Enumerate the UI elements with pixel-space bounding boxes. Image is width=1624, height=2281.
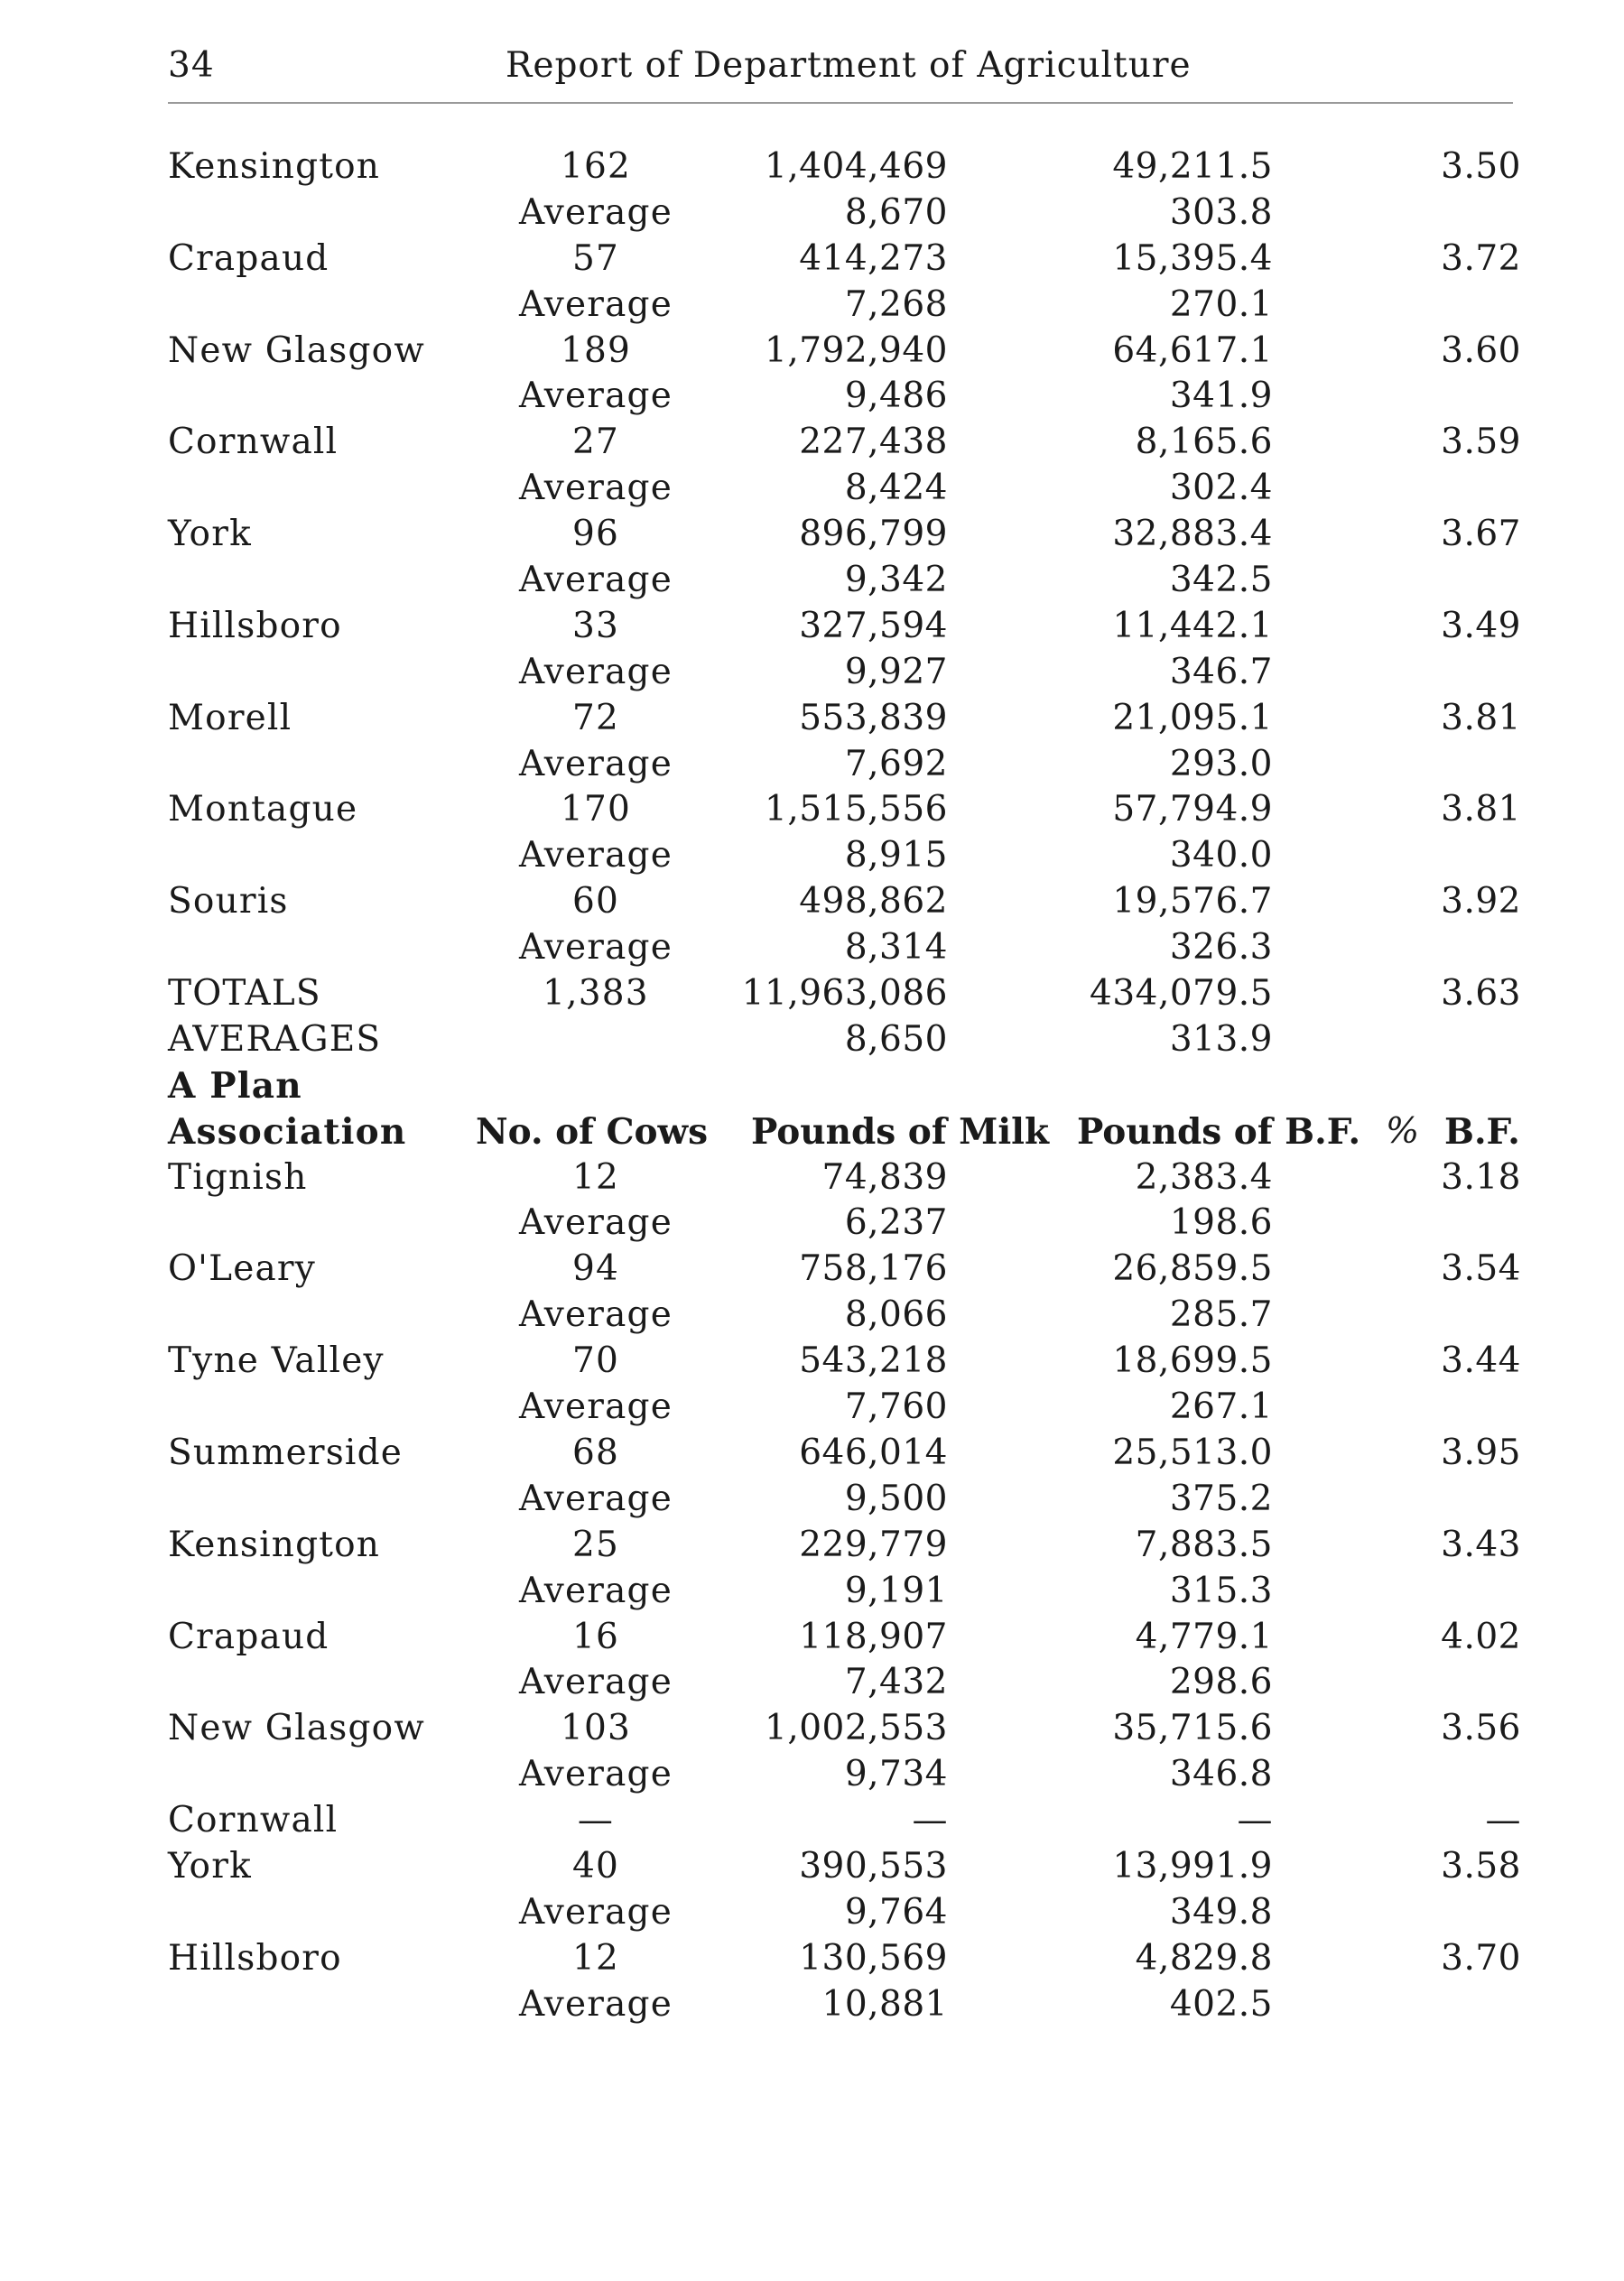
milk-value: 7,432	[844, 1662, 948, 1703]
milk-value: 758,176	[799, 1248, 948, 1290]
milk-value: 8,424	[844, 468, 948, 509]
column-header-cows: No. of Cows	[476, 1110, 709, 1153]
butterfat-value: 8,165.6	[1135, 422, 1273, 463]
milk-value: 390,553	[799, 1845, 948, 1887]
cows-value: Average	[518, 1891, 673, 1933]
cows-value: 68	[571, 1432, 620, 1473]
column-header-bf: Pounds of B.F.	[1077, 1110, 1361, 1153]
cows-value: 57	[571, 237, 620, 279]
percent-bf-value: 3.67	[1441, 514, 1521, 555]
butterfat-value: 346.7	[1169, 651, 1273, 692]
average-row	[0, 1293, 1624, 1339]
butterfat-value: 2,383.4	[1135, 1156, 1273, 1198]
milk-value: 8,650	[844, 1018, 948, 1060]
cows-value: 103	[560, 1708, 632, 1749]
butterfat-value: 35,715.6	[1112, 1708, 1273, 1749]
cows-value: Average	[518, 283, 673, 325]
average-row	[0, 1890, 1624, 1936]
cows-value: Average	[518, 1754, 673, 1795]
butterfat-value: 26,859.5	[1112, 1248, 1273, 1290]
association-row	[0, 787, 1624, 833]
association-name: New Glasgow	[168, 1708, 425, 1749]
milk-value: 8,314	[844, 927, 948, 969]
association-name: Cornwall	[168, 1800, 339, 1841]
association-name: Hillsboro	[168, 1937, 342, 1979]
butterfat-value: 326.3	[1169, 927, 1273, 969]
milk-value: 9,191	[844, 1570, 948, 1611]
association-row	[0, 879, 1624, 925]
cows-value: Average	[518, 468, 673, 509]
cows-value: Average	[518, 1478, 673, 1519]
milk-records-table	[0, 144, 1624, 2028]
butterfat-value: 342.5	[1169, 560, 1273, 601]
butterfat-value: 4,779.1	[1135, 1616, 1273, 1657]
butterfat-value: 315.3	[1169, 1570, 1273, 1611]
average-row	[0, 1982, 1624, 2028]
association-name: Morell	[168, 697, 292, 738]
percent-bf-value: 3.63	[1441, 973, 1521, 1015]
butterfat-value: 402.5	[1169, 1983, 1273, 2025]
cows-value: Average	[518, 1983, 673, 2025]
column-header-association: Association	[168, 1110, 407, 1153]
cows-value: Average	[518, 376, 673, 417]
average-row	[0, 558, 1624, 604]
association-row	[0, 1523, 1624, 1569]
percent-bf-value: 3.72	[1441, 237, 1521, 279]
milk-value: 229,779	[799, 1524, 948, 1565]
butterfat-value: 298.6	[1169, 1662, 1273, 1703]
percent-bf-value: 4.02	[1441, 1616, 1521, 1657]
section-a-rows	[0, 1155, 1624, 2028]
milk-value: 553,839	[799, 697, 948, 738]
cows-value: 70	[571, 1340, 620, 1382]
association-name: Kensington	[168, 146, 381, 187]
butterfat-value: —	[1237, 1800, 1273, 1841]
section-a-title: A Plan	[168, 1064, 302, 1107]
cows-value: 25	[571, 1524, 620, 1565]
butterfat-value: 7,883.5	[1135, 1524, 1273, 1565]
butterfat-value: 32,883.4	[1112, 514, 1273, 555]
butterfat-value: 19,576.7	[1112, 881, 1273, 923]
average-row	[0, 1201, 1624, 1247]
milk-value: 896,799	[799, 514, 948, 555]
section-b-rows	[0, 144, 1624, 1063]
cows-value: 60	[571, 881, 620, 923]
milk-value: 543,218	[799, 1340, 948, 1382]
association-name: TOTALS	[168, 973, 321, 1015]
association-name: O'Leary	[168, 1248, 317, 1290]
average-row	[0, 374, 1624, 420]
percent-bf-value: 3.70	[1441, 1937, 1521, 1979]
association-row	[0, 604, 1624, 650]
association-name: Crapaud	[168, 237, 329, 279]
column-header-percent-symbol: %	[1386, 1110, 1420, 1152]
milk-value: 327,594	[799, 605, 948, 646]
average-row	[0, 1385, 1624, 1431]
association-name: Tyne Valley	[168, 1340, 385, 1382]
average-row	[0, 1752, 1624, 1798]
butterfat-value: 18,699.5	[1112, 1340, 1273, 1382]
butterfat-value: 340.0	[1169, 835, 1273, 876]
butterfat-value: 285.7	[1169, 1294, 1273, 1336]
milk-value: 11,963,086	[741, 973, 948, 1015]
column-header-row	[0, 1109, 1624, 1155]
association-row	[0, 1844, 1624, 1890]
column-header-milk: Pounds of Milk	[751, 1110, 1049, 1153]
percent-bf-value: 3.81	[1441, 789, 1521, 830]
percent-bf-value: 3.43	[1441, 1524, 1521, 1565]
average-row	[0, 1477, 1624, 1523]
association-name: Summerside	[168, 1432, 404, 1473]
milk-value: 74,839	[821, 1156, 948, 1198]
milk-value: 9,764	[844, 1891, 948, 1933]
cows-value: 162	[560, 146, 632, 187]
butterfat-value: 25,513.0	[1112, 1432, 1273, 1473]
association-row	[0, 1017, 1624, 1063]
cows-value: 189	[560, 329, 632, 371]
association-name: New Glasgow	[168, 329, 425, 371]
column-header-percent-bf: B.F.	[1444, 1110, 1520, 1153]
butterfat-value: 49,211.5	[1112, 146, 1273, 187]
association-row	[0, 144, 1624, 190]
running-title: Report of Department of Agriculture	[506, 45, 1192, 86]
butterfat-value: 346.8	[1169, 1754, 1273, 1795]
percent-bf-value: 3.54	[1441, 1248, 1521, 1290]
butterfat-value: 375.2	[1169, 1478, 1273, 1519]
cows-value: Average	[518, 651, 673, 692]
association-row	[0, 512, 1624, 558]
percent-bf-value: 3.92	[1441, 881, 1521, 923]
butterfat-value: 313.9	[1169, 1018, 1273, 1060]
association-name: Souris	[168, 881, 289, 923]
cows-value: Average	[518, 191, 673, 233]
milk-value: 9,734	[844, 1754, 948, 1795]
milk-value: 8,066	[844, 1294, 948, 1336]
milk-value: 7,692	[844, 743, 948, 784]
header-rule	[168, 102, 1513, 104]
cows-value: Average	[518, 1294, 673, 1336]
percent-bf-value: 3.49	[1441, 605, 1521, 646]
butterfat-value: 21,095.1	[1112, 697, 1273, 738]
cows-value: 94	[571, 1248, 620, 1290]
association-name: Montague	[168, 789, 358, 830]
section-a-title-row	[0, 1063, 1624, 1109]
butterfat-value: 302.4	[1169, 468, 1273, 509]
percent-bf-value: 3.44	[1441, 1340, 1521, 1382]
association-row	[0, 1247, 1624, 1293]
association-row	[0, 1615, 1624, 1661]
association-row	[0, 1936, 1624, 1982]
milk-value: 1,404,469	[765, 146, 948, 187]
milk-value: 8,915	[844, 835, 948, 876]
association-row	[0, 971, 1624, 1017]
percent-bf-value: 3.58	[1441, 1845, 1521, 1887]
cows-value: 12	[571, 1156, 620, 1198]
association-name: AVERAGES	[168, 1018, 382, 1060]
percent-bf-value: 3.59	[1441, 422, 1521, 463]
milk-value: 9,486	[844, 376, 948, 417]
milk-value: 1,002,553	[765, 1708, 948, 1749]
association-name: Tignish	[168, 1156, 308, 1198]
association-row	[0, 329, 1624, 375]
cows-value: Average	[518, 927, 673, 969]
butterfat-value: 57,794.9	[1112, 789, 1273, 830]
percent-bf-value: 3.81	[1441, 697, 1521, 738]
cows-value: 170	[560, 789, 632, 830]
association-name: York	[168, 514, 252, 555]
percent-bf-value: 3.18	[1441, 1156, 1521, 1198]
association-row	[0, 1339, 1624, 1385]
milk-value: 9,342	[844, 560, 948, 601]
butterfat-value: 293.0	[1169, 743, 1273, 784]
milk-value: 1,792,940	[765, 329, 948, 371]
association-name: York	[168, 1845, 252, 1887]
cows-value: Average	[518, 1662, 673, 1703]
cows-value: Average	[518, 743, 673, 784]
cows-value: Average	[518, 1386, 673, 1428]
milk-value: 8,670	[844, 191, 948, 233]
association-name: Crapaud	[168, 1616, 329, 1657]
milk-value: 130,569	[799, 1937, 948, 1979]
percent-bf-value: 3.60	[1441, 329, 1521, 371]
cows-value: 33	[571, 605, 620, 646]
cows-value: Average	[518, 560, 673, 601]
average-row	[0, 742, 1624, 788]
milk-value: 6,237	[844, 1202, 948, 1244]
percent-bf-value: 3.95	[1441, 1432, 1521, 1473]
page-number: 34	[168, 45, 215, 86]
butterfat-value: 349.8	[1169, 1891, 1273, 1933]
cows-value: 27	[571, 422, 620, 463]
milk-value: 227,438	[799, 422, 948, 463]
association-name: Kensington	[168, 1524, 381, 1565]
average-row	[0, 283, 1624, 329]
association-row	[0, 236, 1624, 283]
butterfat-value: 341.9	[1169, 376, 1273, 417]
milk-value: 7,268	[844, 283, 948, 325]
milk-value: 646,014	[799, 1432, 948, 1473]
average-row	[0, 833, 1624, 879]
butterfat-value: 303.8	[1169, 191, 1273, 233]
butterfat-value: 198.6	[1169, 1202, 1273, 1244]
butterfat-value: 434,079.5	[1090, 973, 1273, 1015]
association-row	[0, 1798, 1624, 1844]
butterfat-value: 15,395.4	[1112, 237, 1273, 279]
percent-bf-value: 3.56	[1441, 1708, 1521, 1749]
association-row	[0, 1155, 1624, 1201]
butterfat-value: 13,991.9	[1112, 1845, 1273, 1887]
percent-bf-value: —	[1485, 1800, 1521, 1841]
average-row	[0, 1569, 1624, 1615]
cows-value: Average	[518, 835, 673, 876]
butterfat-value: 11,442.1	[1112, 605, 1273, 646]
association-row	[0, 1706, 1624, 1752]
page-header	[0, 0, 1624, 108]
milk-value: 7,760	[844, 1386, 948, 1428]
association-row	[0, 1431, 1624, 1477]
milk-value: 498,862	[799, 881, 948, 923]
association-row	[0, 420, 1624, 466]
milk-value: 414,273	[799, 237, 948, 279]
butterfat-value: 267.1	[1169, 1386, 1273, 1428]
milk-value: 9,500	[844, 1478, 948, 1519]
cows-value: Average	[518, 1570, 673, 1611]
milk-value: —	[912, 1800, 948, 1841]
butterfat-value: 270.1	[1169, 283, 1273, 325]
percent-bf-value: 3.50	[1441, 146, 1521, 187]
butterfat-value: 64,617.1	[1112, 329, 1273, 371]
milk-value: 10,881	[821, 1983, 948, 2025]
average-row	[0, 650, 1624, 696]
cows-value: —	[577, 1800, 615, 1841]
cows-value: 16	[571, 1616, 620, 1657]
average-row	[0, 466, 1624, 512]
association-name: Cornwall	[168, 422, 339, 463]
cows-value: 40	[571, 1845, 620, 1887]
milk-value: 1,515,556	[765, 789, 948, 830]
cows-value: 12	[571, 1937, 620, 1979]
cows-value: 96	[571, 514, 620, 555]
association-name: Hillsboro	[168, 605, 342, 646]
cows-value: 1,383	[543, 973, 649, 1015]
average-row	[0, 925, 1624, 971]
milk-value: 9,927	[844, 651, 948, 692]
cows-value: Average	[518, 1202, 673, 1244]
cows-value: 72	[571, 697, 620, 738]
average-row	[0, 190, 1624, 236]
average-row	[0, 1660, 1624, 1706]
butterfat-value: 4,829.8	[1135, 1937, 1273, 1979]
milk-value: 118,907	[799, 1616, 948, 1657]
association-row	[0, 696, 1624, 742]
